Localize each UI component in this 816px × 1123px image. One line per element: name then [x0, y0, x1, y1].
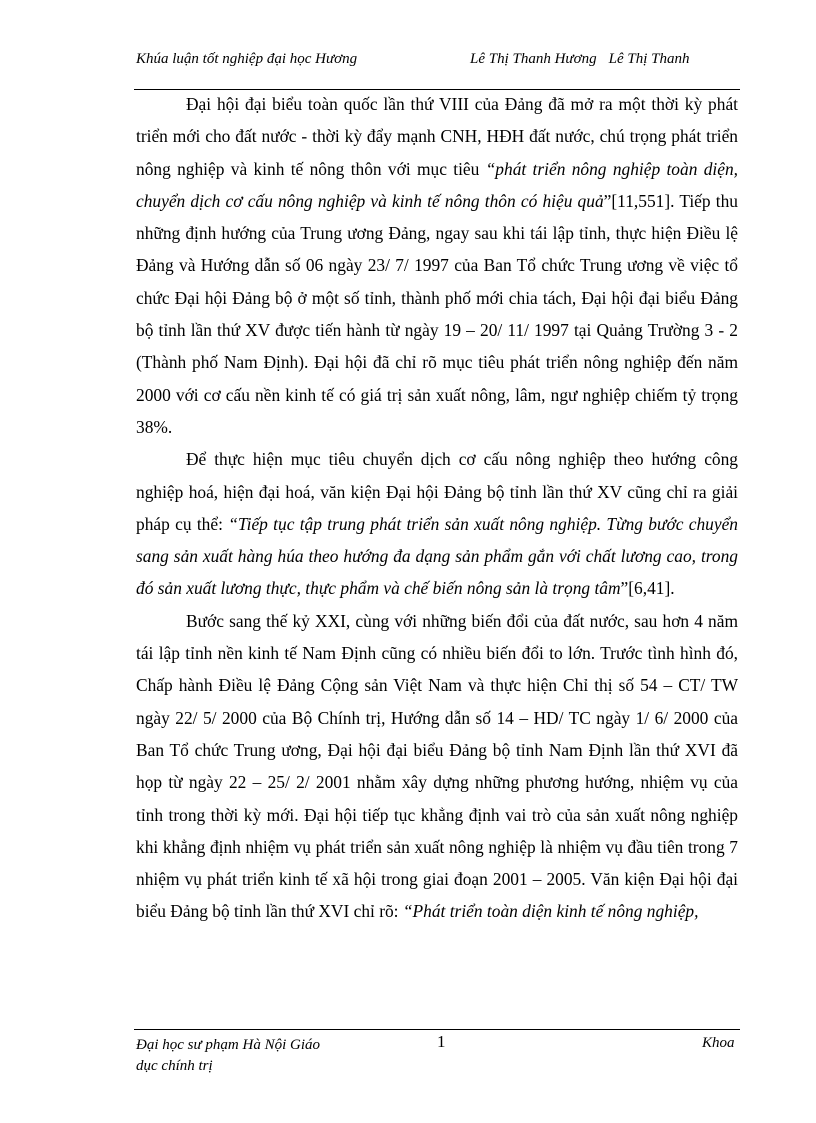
header-author: Lê Thị Thanh Hương [470, 51, 597, 67]
page-number: 1 [437, 1032, 446, 1051]
paragraph-text: ”[6,41]. [620, 578, 675, 599]
paragraph-text: Để thực hiện mục tiêu chuyển dịch cơ cấu nông nghiệp theo hướng công nghiệp hoá, hiện đại hoá, văn kiện Đại hội Đảng bộ tỉnh lần thứ XV cũng chỉ ra giải pháp cụ thể: [136, 449, 738, 534]
paragraph-3 [136, 605, 738, 928]
paragraph-text: Bước sang thế kỷ XXI, cùng với những biến đổi của đất nước, sau hơn 4 năm tái lập tỉnh nền kinh tế Nam Định cũng có nhiều biến đổi to lớn. Trước tình hình đó, Chấp hành Điều lệ Đảng Cộng sản Việt Nam và thực hiện Chỉ thị số 54 – CT/ TW ngày 22/ 5/ 2000 của Bộ Chính trị, Hướng dẫn số 14 – HD/ TC ngày 1/ 6/ 2000 của Ban Tổ chức Trung ương, Đại hội đại biểu Đảng bộ tỉnh Nam Định lần thứ XVI đã họp từ ngày 22 – 25/ 2/ 2001 nhằm xây dựng những phương hướng, nhiệm vụ của tỉnh trong thời kỳ mới. Đại hội tiếp tục khẳng định vai trò của sản xuất nông nghiệp khi khẳng định nhiệm vụ phát triển sản xuất nông nghiệp là nhiệm vụ đầu tiên trong 7 nhiệm vụ phát triển kinh tế xã hội trong giai đoạn 2001 – 2005. Văn kiện Đại hội đại biểu Đảng bộ tỉnh lần thứ XVI chỉ rõ: [136, 610, 738, 922]
header-right [470, 50, 689, 69]
paragraph-2 [136, 443, 738, 604]
footer-right: Khoa [702, 1035, 735, 1051]
paragraph-quote: “Phát triển toàn diện kinh tế nông nghiệp, [402, 901, 699, 922]
paragraph-1 [136, 88, 738, 443]
header-left: Khúa luận tốt nghiệp đại học Hương [136, 51, 358, 67]
footer-rule [134, 1029, 740, 1030]
paragraph-text: ”[11,551]. Tiếp thu những định hướng của Trung ương Đảng, ngay sau khi tái lập tỉnh, thực hiện Điều lệ Đảng và Hướng dẫn số 06 ngày 23/ 7/ 1997 của Ban Tổ chức Trung ương về việc tổ chức Đại hội Đảng bộ ở một số tỉnh, thành phố mới chia tách, Đại hội đại biểu Đảng bộ tỉnh lần thứ XV được tiến hành từ ngày 19 – 20/ 11/ 1997 tại Quảng Trường 3 - 2 (Thành phố Nam Định). Đại hội đã chỉ rõ mục tiêu phát triển nông nghiệp đến năm 2000 với cơ cấu nền kinh tế có giá trị sản xuất nông, lâm, ngư nghiệp chiếm tỷ trọng 38%. [136, 190, 738, 437]
header-author-repeat: Lê Thị Thanh [608, 51, 690, 67]
paragraph-quote: “Tiếp tục tập trung phát triển sản xuất nông nghiệp. Từng bước chuyển sang sản xuất hàng húa theo hướng đa dạng sản phẩm gắn với chất lương cao, trong đó sản xuất lương thực, thực phẩm và chế biến nông sản là trọng tâm [136, 513, 739, 599]
footer-left: Đại học sư phạm Hà Nội Giáo dục chính trị [136, 1037, 321, 1074]
paragraph-quote: “phát triển nông nghiệp toàn diện, chuyển dịch cơ cấu nông nghiệp và kinh tế nông thôn có hiệu quả [136, 158, 738, 211]
body-text [136, 88, 738, 928]
paragraph-text: Đại hội đại biểu toàn quốc lần thứ VIII của Đảng đã mở ra một thời kỳ phát triển mới cho đất nước - thời kỳ đẩy mạnh CNH, HĐH đất nước, chú trọng phát triển nông nghiệp và kinh tế nông thôn với mục tiêu [136, 94, 738, 179]
